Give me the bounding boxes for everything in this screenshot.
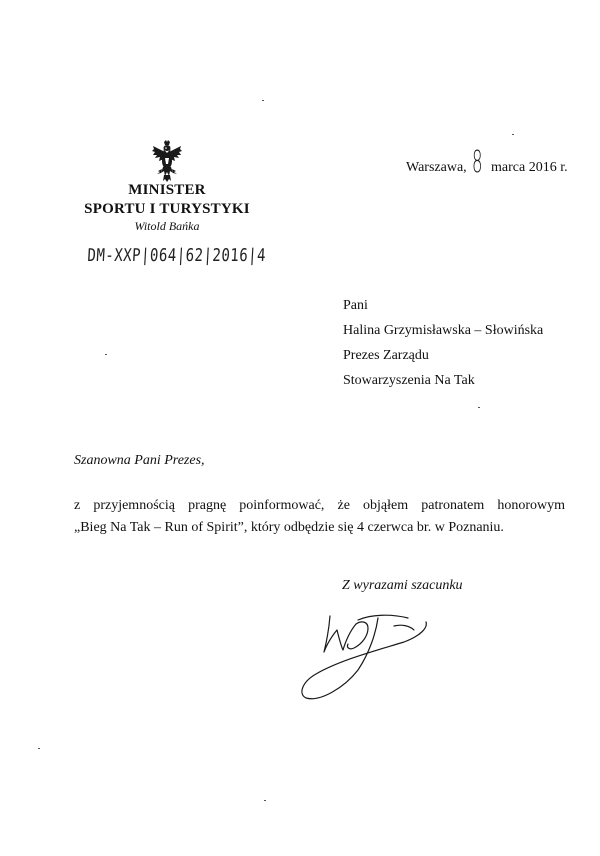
date-month-year: marca 2016 r. <box>491 160 568 175</box>
salutation: Szanowna Pani Prezes, <box>74 453 205 468</box>
letterhead-title <box>72 181 262 219</box>
addressee-line: Pani <box>343 298 368 313</box>
scan-speck <box>38 748 40 749</box>
letterhead-title-line2: SPORTU I TURYSTYKI <box>84 201 250 217</box>
date-day-handwritten: 8 <box>472 145 483 180</box>
scan-speck <box>262 100 264 101</box>
scan-speck <box>264 800 266 801</box>
body-paragraph-line1: z przyjemnością pragnę poinformować, że objąłem patronatem honorowym <box>74 498 565 513</box>
addressee-line: Prezes Zarządu <box>343 348 429 363</box>
scan-speck <box>478 407 480 408</box>
scan-speck <box>105 354 107 355</box>
date-city: Warszawa, <box>406 160 467 175</box>
reference-number: DM-XXP|064|62|2016|4 <box>86 246 267 266</box>
letterhead-title-line1: MINISTER <box>128 182 206 198</box>
body-paragraph-line2: „Bieg Na Tak – Run of Spirit”, który odbędzie się 4 czerwca br. w Poznaniu. <box>74 520 504 535</box>
closing-phrase: Z wyrazami szacunku <box>342 578 463 593</box>
scan-speck <box>512 134 514 135</box>
letterhead-minister-name: Witold Bańka <box>134 219 200 233</box>
addressee-line: Halina Grzymisławska – Słowińska <box>343 323 544 338</box>
addressee-block <box>343 293 543 393</box>
handwritten-signature <box>296 598 456 708</box>
white-eagle-emblem-icon <box>151 140 183 182</box>
addressee-line: Stowarzyszenia Na Tak <box>343 373 475 388</box>
